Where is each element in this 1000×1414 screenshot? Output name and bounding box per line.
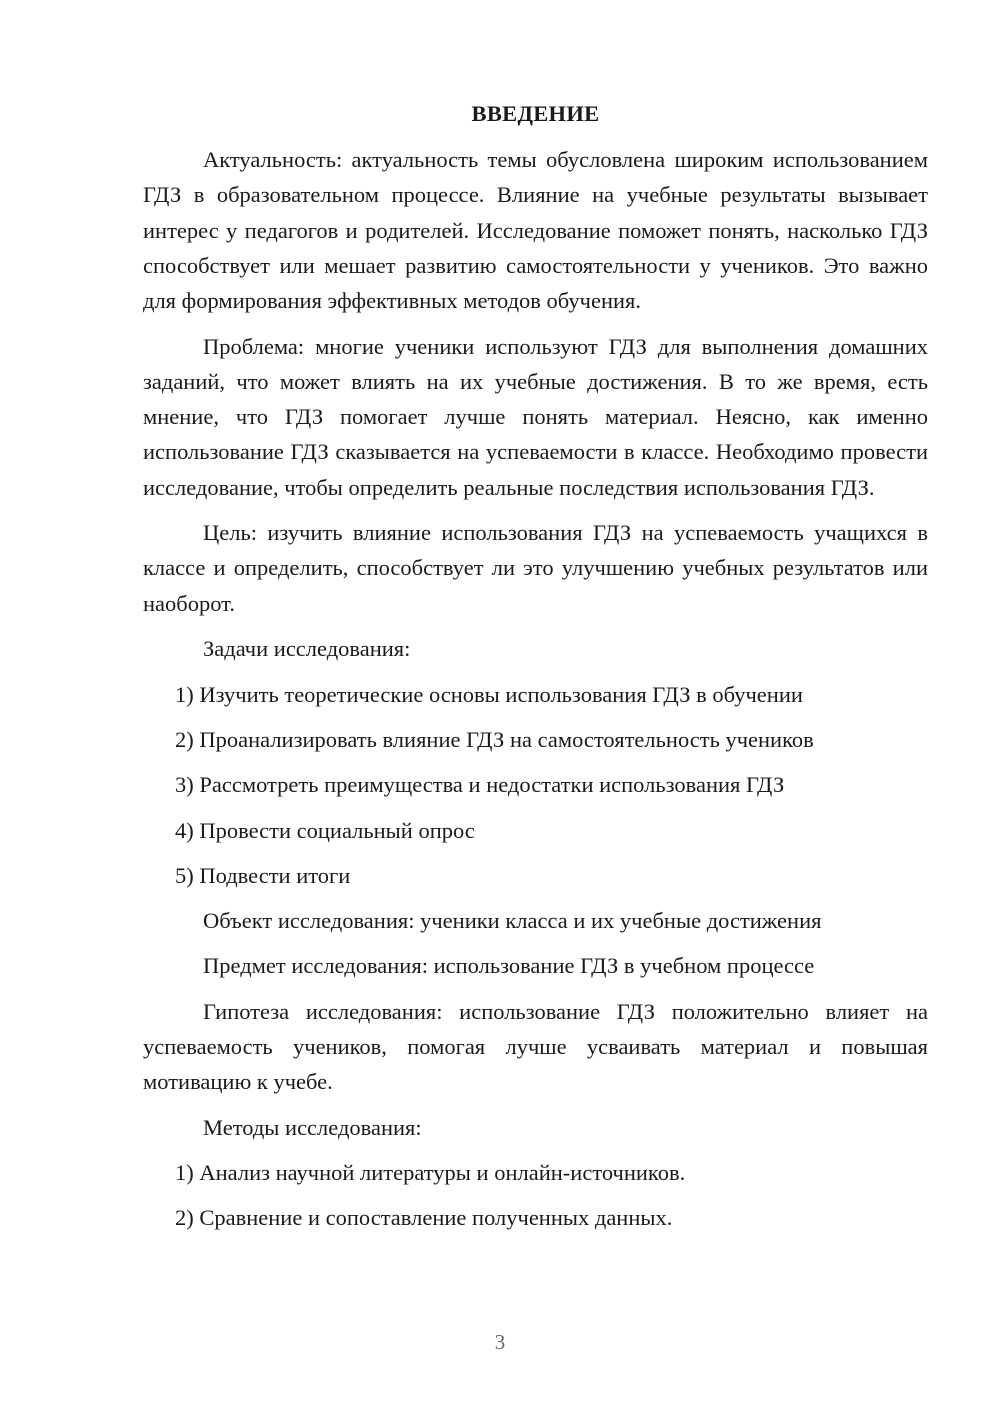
document-page — [143, 96, 928, 1246]
method-item: 2) Сравнение и сопоставление полученных данных. — [175, 1205, 673, 1231]
page-number: 3 — [494, 1330, 506, 1354]
tasks-title: Задачи исследования: — [203, 636, 411, 662]
methods-title: Методы исследования: — [203, 1114, 422, 1140]
task-item: 5) Подвести итоги — [175, 862, 351, 888]
hypothesis-paragraph: Гипотеза исследования: использование ГДЗ положительно влияет на успеваемость учеников, помогая лучше усваивать материал и повышая мотивацию к учебе. — [143, 998, 928, 1095]
section-heading: ВВЕДЕНИЕ — [471, 101, 600, 126]
task-item: 3) Рассмотреть преимущества и недостатки использования ГДЗ — [175, 772, 785, 798]
actuality-paragraph: Актуальность: актуальность темы обусловлена широким использованием ГДЗ в образовательном процессе. Влияние на учебные результаты вызывает интерес у педагогов и родителей. Исследование поможет понять, насколько ГДЗ способствует или мешает развитию самостоятельности у учеников. Это важно для формирования эффективных методов обучения. — [143, 147, 928, 314]
task-item: 1) Изучить теоретические основы использования ГДЗ в обучении — [175, 681, 803, 707]
research-subject: Предмет исследования: использование ГДЗ в учебном процессе — [203, 953, 815, 979]
task-item: 2) Проанализировать влияние ГДЗ на самостоятельность учеников — [175, 726, 814, 752]
method-item: 1) Анализ научной литературы и онлайн-источников. — [175, 1160, 686, 1186]
problem-paragraph: Проблема: многие ученики используют ГДЗ для выполнения домашних заданий, что может влиять на их учебные достижения. В то же время, есть мнение, что ГДЗ помогает лучше понять материал. Неясно, как именно использование ГДЗ сказывается на успеваемости в классе. Необходимо провести исследование, чтобы определить реальные последствия использования ГДЗ. — [143, 333, 928, 500]
task-item: 4) Провести социальный опрос — [175, 817, 475, 843]
goal-paragraph: Цель: изучить влияние использования ГДЗ на успеваемость учащихся в классе и определить, способствует ли это улучшению учебных результатов или наоборот. — [143, 520, 928, 616]
research-object: Объект исследования: ученики класса и их учебные достижения — [203, 908, 822, 934]
